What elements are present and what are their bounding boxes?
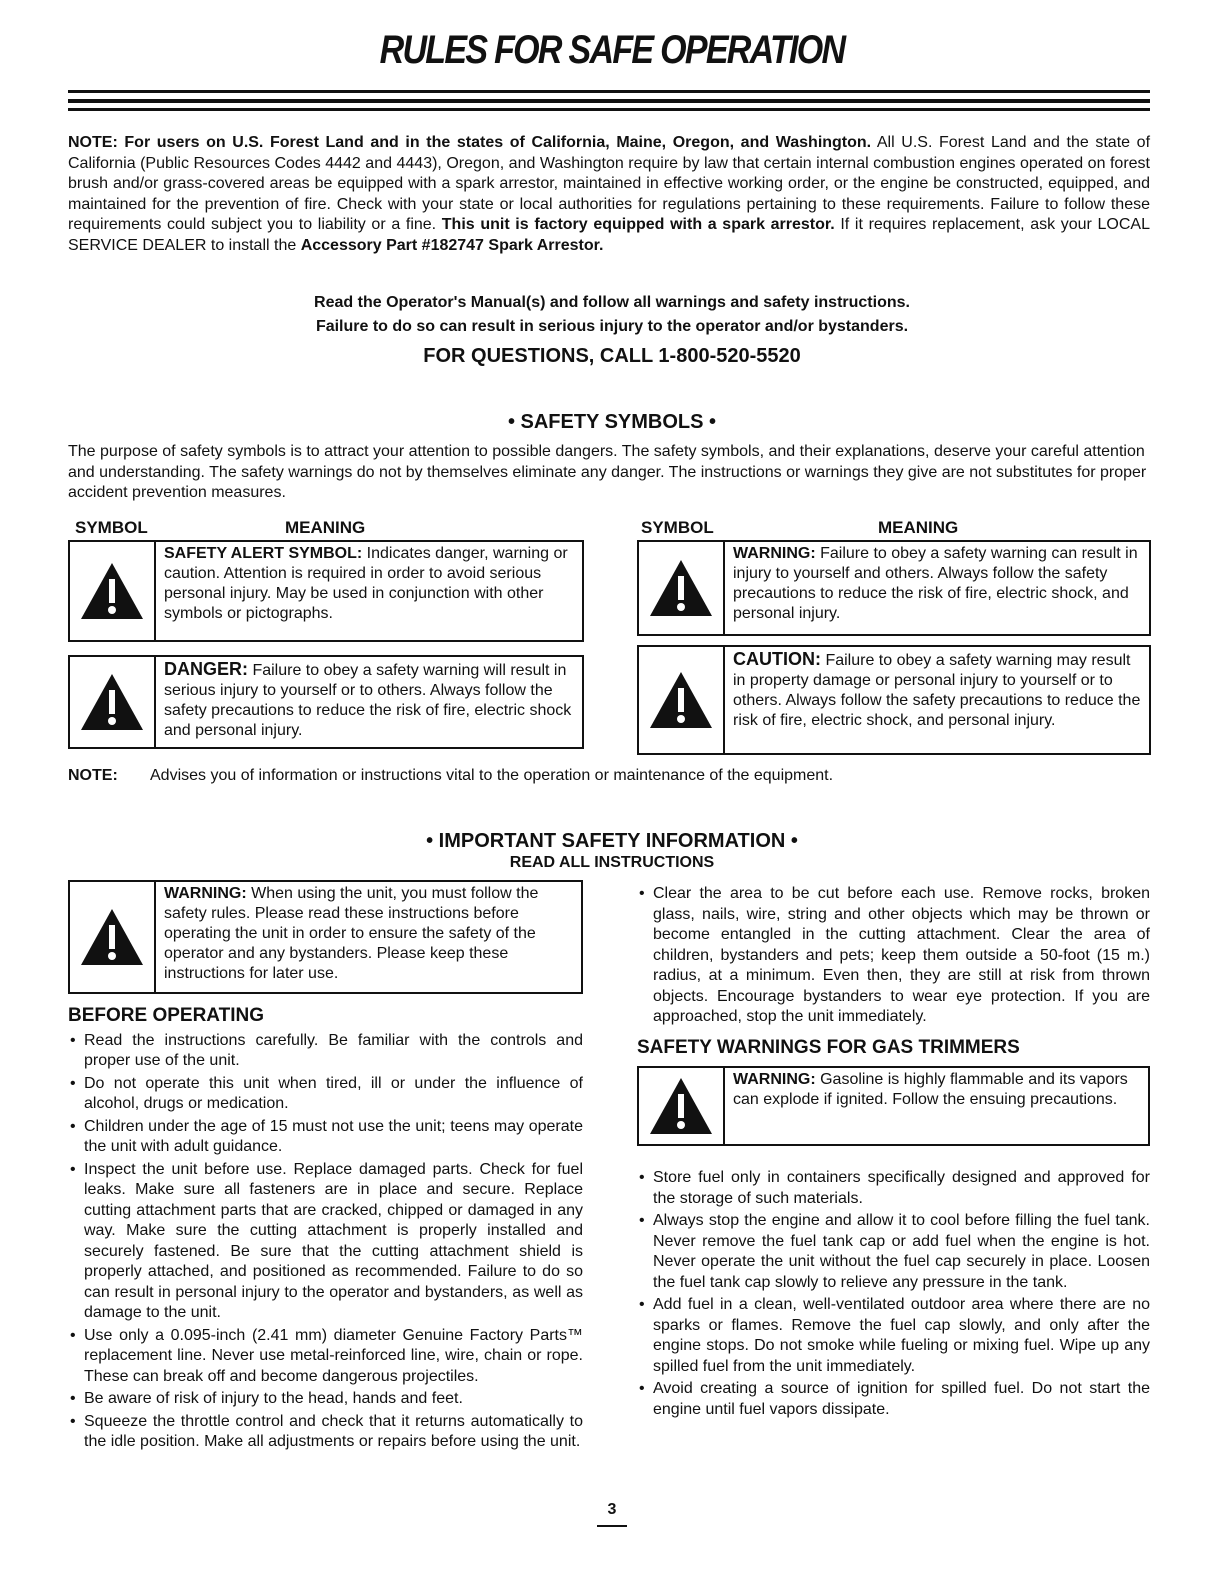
- note-factory-equipped: This unit is factory equipped with a spark arrestor.: [441, 216, 835, 233]
- note-body-2: If it requires replacement, ask your LOCAL SERVICE DEALER to install the: [68, 216, 1150, 254]
- alert-triangle-icon: [639, 1068, 725, 1144]
- page-title: RULES FOR SAFE OPERATION: [379, 28, 845, 72]
- list-item: • Do not operate this unit when tired, ill or under the influence of alcohol, drugs or medication.: [68, 1074, 583, 1115]
- list-item: • Children under the age of 15 must not use the unit; teens may operate the unit with adult guidance.: [68, 1117, 583, 1158]
- note-label: NOTE:: [68, 767, 118, 784]
- warning-box: [68, 880, 583, 994]
- divider: [597, 1525, 627, 1527]
- gas-trimmers-heading: SAFETY WARNINGS FOR GAS TRIMMERS: [637, 1036, 1020, 1058]
- symbol-meaning: SAFETY ALERT SYMBOL: Indicates danger, warning or caution. Attention is required in order to avoid serious personal injury. May be used in conjunction with other symbols or pictographs.: [164, 545, 568, 622]
- gas-warning-text: WARNING: Gasoline is highly flammable and its vapors can explode if ignited. Follow the ensuing precautions.: [733, 1071, 1128, 1108]
- questions-phone: FOR QUESTIONS, CALL 1-800-520-5520: [423, 345, 801, 367]
- note-lead: NOTE: For users on U.S. Forest Land and in the states of California, Maine, Oregon, and Washington.: [68, 134, 872, 151]
- clear-area-list: [637, 884, 1150, 1028]
- divider: [68, 99, 1150, 103]
- spark-arrestor-note: [68, 133, 1150, 256]
- note-text: Advises you of information or instructions vital to the operation or maintenance of the equipment.: [150, 767, 834, 784]
- list-item: • Inspect the unit before use. Replace damaged parts. Check for fuel leaks. Make sure all fasteners are in place and secure. Replace cutting attachment parts that are cracked, chipped or damaged in any way. Make sure the cutting attachment is properly installed and securely fastened. Be sure that the cutting attachment shield is properly attached, and positioned as recommended. Failure to do so can result in personal injury to the operator and bystanders, as well as damage to the unit.: [68, 1160, 583, 1324]
- note-accessory-part: Accessory Part #182747 Spark Arrestor.: [300, 236, 604, 254]
- read-all-subheading: READ ALL INSTRUCTIONS: [509, 854, 715, 871]
- divider: [68, 90, 1150, 93]
- safety-symbols-intro: The purpose of safety symbols is to attract your attention to possible dangers. The safety symbols, and their explanations, deserve your careful attention and understanding. The safety warnings do not by themselves eliminate any danger. The instructions or warnings they give are not substitutes for proper accident prevention measures.: [68, 443, 1147, 501]
- list-item: • Read the instructions carefully. Be familiar with the controls and proper use of the unit.: [68, 1031, 583, 1072]
- page-number: 3: [607, 1501, 617, 1518]
- list-item: • Squeeze the throttle control and check that it returns automatically to the idle position. Make all adjustments or repairs before using the unit.: [68, 1412, 583, 1453]
- important-heading: • IMPORTANT SAFETY INFORMATION •: [426, 830, 798, 852]
- col-symbol: SYMBOL: [641, 518, 714, 537]
- read-manual-line: Read the Operator's Manual(s) and follow all warnings and safety instructions.: [314, 294, 910, 311]
- alert-triangle-icon: [70, 657, 156, 747]
- note-body: All U.S. Forest Land and the state of California (Public Resources Codes 4442 and 4443), Oregon, and Washington require by law that certain internal combustion engines operated on forest brush and/or grass-covered areas be equipped with a spark arrestor, maintained in effective working order, or the engine be constructed, equipped, and maintained for the prevention of fire. Check with your state or local authorities for regulations pertaining to these requirements. Failure to follow these requirements could subject you to liability or a fine.: [68, 134, 1151, 233]
- warning-text: WARNING: When using the unit, you must follow the safety rules. Please read these instructions before operating the unit in order to ensure the safety of the operator and any bystanders. Please keep these instructions for later use.: [164, 885, 539, 982]
- list-item: • Be aware of risk of injury to the head, hands and feet.: [68, 1389, 583, 1410]
- alert-triangle-icon: [70, 542, 156, 640]
- list-item: • Add fuel in a clean, well-ventilated outdoor area where there are no sparks or flames. Remove the fuel cap slowly, and only after the engine stops. Do not smoke while fueling or mixing fuel. Wipe up any spilled fuel from the unit immediately.: [637, 1295, 1150, 1377]
- list-item: • Avoid creating a source of ignition for spilled fuel. Do not start the engine until fuel vapors dissipate.: [637, 1379, 1150, 1420]
- symbol-box-danger: [68, 655, 584, 749]
- symbol-meaning: DANGER: Failure to obey a safety warning will result in serious injury to yourself or to others. Always follow the safety precautions to reduce the risk of fire, electric shock and personal injury.: [164, 659, 572, 739]
- col-meaning: MEANING: [285, 518, 366, 537]
- symbol-meaning: WARNING: Failure to obey a safety warning can result in injury to yourself and others. Always follow the safety precautions to reduce the risk of fire, electric shock, and personal injury.: [733, 545, 1138, 622]
- symbol-box-caution: [637, 645, 1151, 755]
- before-operating-heading: BEFORE OPERATING: [68, 1005, 264, 1026]
- col-meaning: MEANING: [878, 518, 959, 537]
- symbol-box-warning: [637, 540, 1151, 636]
- failure-line: Failure to do so can result in serious injury to the operator and/or bystanders.: [315, 318, 909, 335]
- symbol-box-safety-alert: [68, 540, 584, 642]
- before-operating-list: [68, 1031, 583, 1453]
- symbol-meaning: CAUTION: Failure to obey a safety warning may result in property damage or personal injury to yourself or to others. Always follow the safety precautions to reduce the risk of fire, electric shock, and personal injury.: [733, 649, 1141, 729]
- list-item: • Use only a 0.095-inch (2.41 mm) diameter Genuine Factory Parts™ replacement line. Never use metal-reinforced line, wire, chain or rope. These can break off and become dangerous projectiles.: [68, 1326, 583, 1388]
- gas-warning-box: [637, 1066, 1150, 1146]
- alert-triangle-icon: [639, 542, 725, 634]
- gas-list: [637, 1168, 1150, 1420]
- right-column: [637, 884, 1150, 1422]
- col-symbol: SYMBOL: [75, 518, 148, 537]
- alert-triangle-icon: [639, 647, 725, 753]
- list-item: • Store fuel only in containers specifically designed and approved for the storage of such materials.: [637, 1168, 1150, 1209]
- divider: [68, 108, 1150, 111]
- list-item: • Always stop the engine and allow it to cool before filling the fuel tank. Never remove the fuel tank cap or add fuel when the engine is hot. Never operate the unit without the fuel cap securely in place. Loosen the fuel tank cap slowly to relieve any pressure in the tank.: [637, 1211, 1150, 1293]
- alert-triangle-icon: [70, 882, 156, 992]
- safety-symbols-heading: • SAFETY SYMBOLS •: [507, 411, 717, 433]
- left-column: [68, 880, 583, 1455]
- list-item: • Clear the area to be cut before each use. Remove rocks, broken glass, nails, wire, string and other objects which may be thrown or become entangled in the cutting attachment. Clear the area of children, bystanders and pets; keep them outside a 50-foot (15 m.) radius, at a minimum. Even then, they are still at risk from thrown objects. Encourage bystanders to wear eye protection. If you are approached, stop the unit immediately.: [637, 884, 1150, 1028]
